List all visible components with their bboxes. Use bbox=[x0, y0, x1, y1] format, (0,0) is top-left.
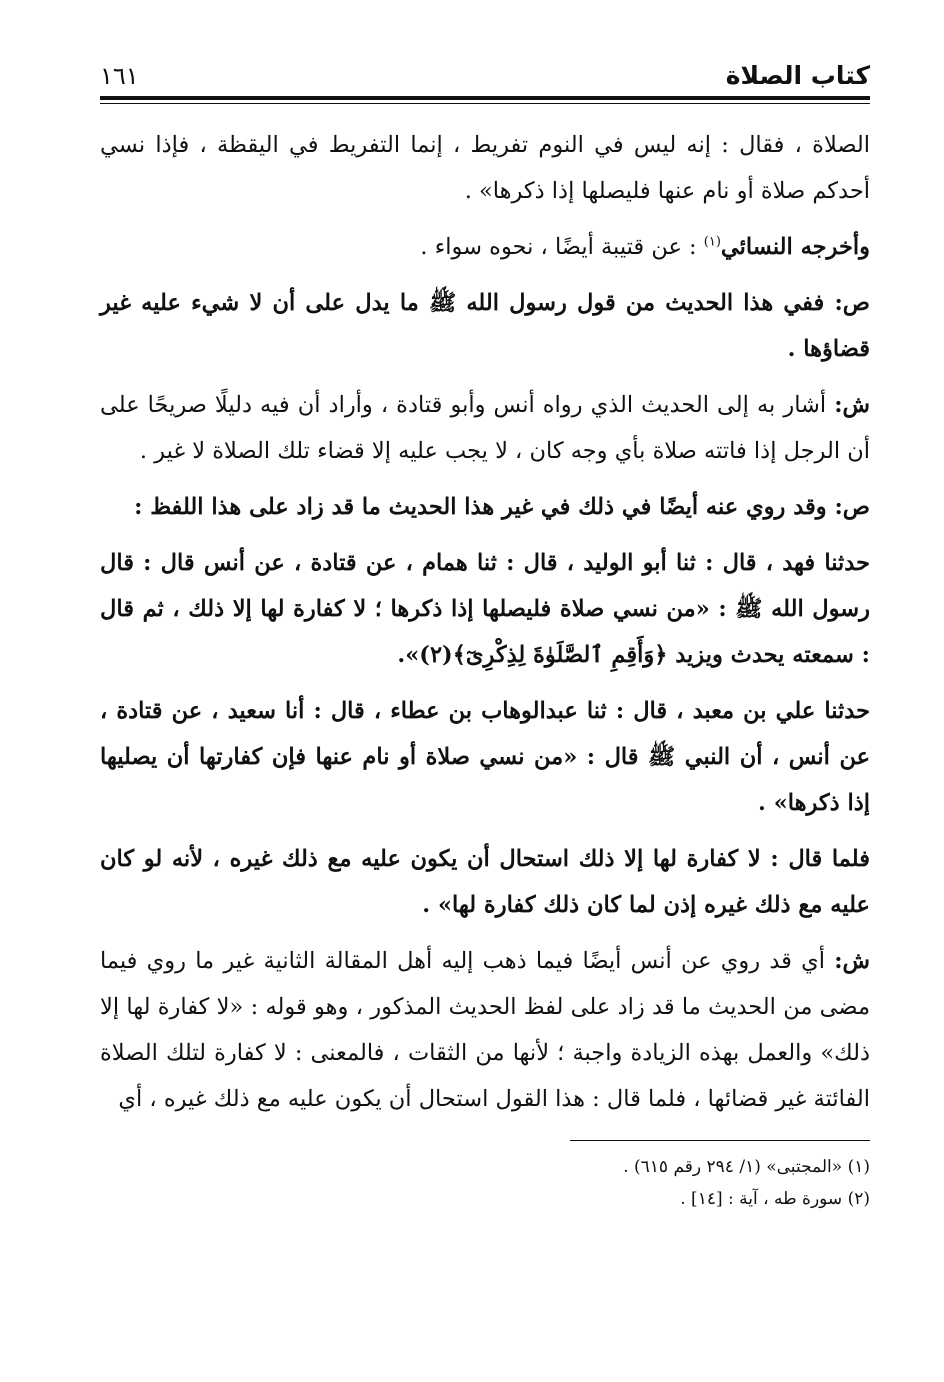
running-header bbox=[100, 40, 870, 90]
paragraph: ش: أشار به إلى الحديث الذي رواه أنس وأبو قتادة ، وأراد أن فيه دليلًا صريحًا على أن الرجل إذا فاتته صلاة بأي وجه كان ، لا يجب عليه إلا قضاء تلك الصلاة لا غير . bbox=[100, 392, 870, 464]
header-rule-thin bbox=[100, 103, 870, 104]
footnote: (٢) سورة طه ، آية : [١٤] . bbox=[680, 1189, 870, 1209]
footnotes bbox=[100, 1151, 870, 1215]
paragraph-label: ش: bbox=[834, 392, 870, 418]
book-page bbox=[100, 40, 870, 1215]
footnote-rule bbox=[570, 1140, 870, 1141]
footnote: (١) «المجتبى» (١/ ٢٩٤ رقم ٦١٥) . bbox=[623, 1157, 870, 1177]
paragraph: ص: ففي هذا الحديث من قول رسول الله ﷺ ما يدل على أن لا شيء عليه غير قضاؤها . bbox=[100, 290, 870, 362]
paragraph-label: ص: bbox=[834, 494, 870, 520]
chapter-title: كتاب الصلاة bbox=[725, 61, 870, 90]
paragraph: وأخرجه النسائي$^{(١)}$ : عن قتيبة أيضًا ، نحوه سواء . bbox=[420, 234, 870, 260]
paragraph-label: ص: bbox=[834, 290, 870, 316]
footnote-ref: (١) bbox=[703, 234, 721, 250]
paragraph: فلما قال : لا كفارة لها إلا ذلك استحال أن يكون عليه مع ذلك غيره ، لأنه لو كان عليه مع ذلك غيره إذن لما كان ذلك كفارة لها» . bbox=[100, 846, 870, 918]
main-text bbox=[100, 122, 870, 1122]
paragraph: حدثنا فهد ، قال : ثنا أبو الوليد ، قال : ثنا همام ، عن قتادة ، عن أنس قال : قال رسول الله ﷺ : «من نسي صلاة فليصلها إذا ذكرها ؛ لا كفارة لها إلا ذلك ، ثم قال : سمعته يحدث ويزيد ﴿وَأَقِمِ ٱلصَّلَوٰةَ لِذِكْرِىٓ﴾(٢)». bbox=[100, 550, 870, 668]
paragraph: الصلاة ، فقال : إنه ليس في النوم تفريط ، إنما التفريط في اليقظة ، فإذا نسي أحدكم صلاة أو نام عنها فليصلها إذا ذكرها» . bbox=[100, 132, 870, 204]
page-number: ١٦١ bbox=[100, 62, 139, 90]
paragraph-label: وأخرجه النسائي bbox=[720, 234, 870, 260]
paragraph-label: ش: bbox=[834, 948, 870, 974]
paragraph: ص: وقد روي عنه أيضًا في ذلك في غير هذا الحديث ما قد زاد على هذا اللفظ : bbox=[134, 494, 870, 520]
paragraph: حدثنا علي بن معبد ، قال : ثنا عبدالوهاب بن عطاء ، قال : أنا سعيد ، عن قتادة ، عن أنس ، أن النبي ﷺ قال : «من نسي صلاة أو نام عنها فإن كفارتها أن يصليها إذا ذكرها» . bbox=[100, 698, 870, 816]
paragraph: ش: أي قد روي عن أنس أيضًا فيما ذهب إليه أهل المقالة الثانية غير ما روي فيما مضى من الحديث ما قد زاد على لفظ الحديث المذكور ، وهو قوله : «لا كفارة لها إلا ذلك» والعمل بهذه الزيادة واجبة ؛ لأنها من الثقات ، فالمعنى : لا كفارة لتلك الصلاة الفائتة غير قضائها ، فلما قال : هذا القول استحال أن يكون عليه مع ذلك غيره ، أي bbox=[100, 948, 870, 1112]
header-rule-thick bbox=[100, 96, 870, 100]
